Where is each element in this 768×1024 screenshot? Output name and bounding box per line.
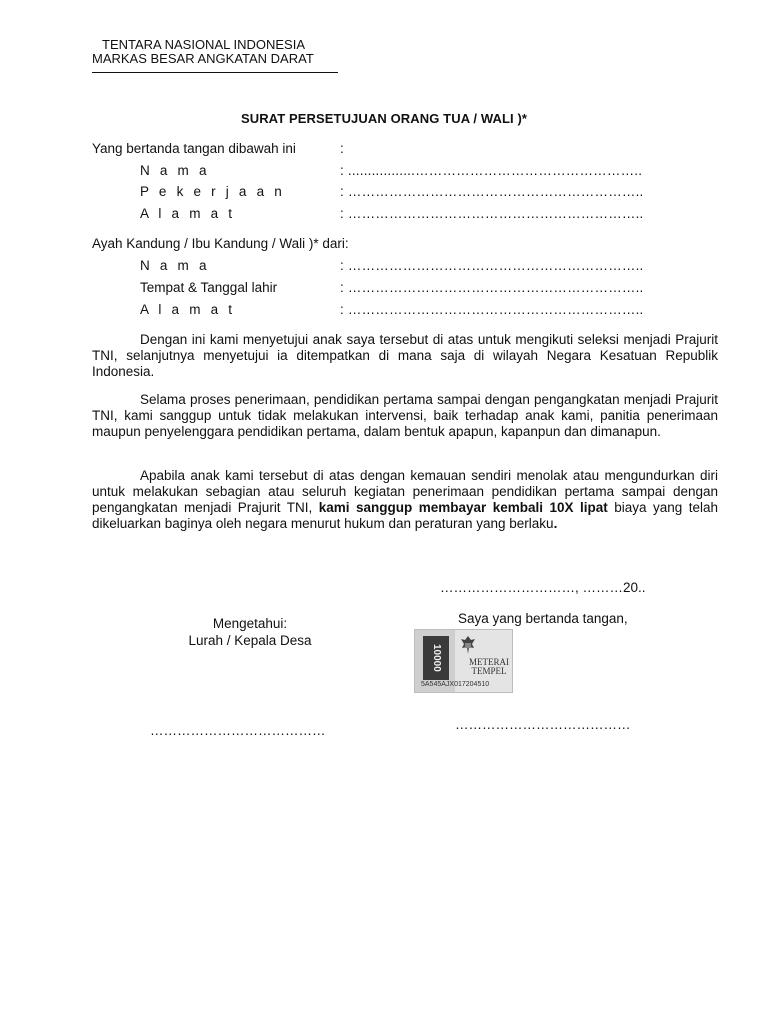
section1-intro-colon: : [340,141,344,156]
stamp-serial: 5A545AJX017204510 [421,681,490,688]
section2-intro: Ayah Kandung / Ibu Kandung / Wali )* dari: [92,236,349,251]
field-label: Tempat & Tanggal lahir [140,280,278,295]
paragraph-3-period: . [553,516,558,531]
stamp-label-line2: TEMPEL [471,666,507,676]
field-label: A l a m a t [140,302,236,317]
paragraph-2: Selama proses penerimaan, pendidikan pertama sampai dengan pengangkatan menjadi Prajurit TNI, kami sanggup untuk tidak melakukan intervensi, baik terhadap anak kami, panitia penerimaan maupun penyelenggara pendidikan pertama, dalam bentuk apapun, kapanpun dan dimanapun. [92,392,718,439]
field-value: : ……………………………………………………….. [340,184,644,199]
paragraph-3-text-a: Apabila anak kami tersebut di atas dengan kemauan sendiri menolak atau mengundurkan diri untuk melakukan sebagian atau seluruh kegiatan penerimaan pendidikan pertama sampai dengan pengangkatan menjadi Prajurit TNI, [92,468,718,515]
right-signature-line: ………………………………… [455,717,631,732]
field-label: N a m a [140,163,210,178]
stamp-label [467,658,511,676]
field-value: : ……………………………………………………….. [340,280,644,295]
field-value: : .................………………………………………….. [340,163,643,178]
section1-intro-text: Yang bertanda tangan dibawah ini [92,141,296,156]
field-label: A l a m a t [140,206,236,221]
document-title: SURAT PERSETUJUAN ORANG TUA / WALI )* [240,111,528,126]
field-label: N a m a [140,258,210,273]
field-label: P e k e r j a a n [140,184,285,199]
acknowledged-label: Mengetahui: [212,616,288,631]
letterhead-line2: MARKAS BESAR ANGKATAN DARAT [92,51,314,66]
letterhead [92,38,338,73]
section1-intro [92,141,296,156]
signer-label: Saya yang bertanda tangan, [458,611,628,626]
paragraph-3-bold: kami sanggup membayar kembali 10X lipat [318,500,608,515]
village-head-label: Lurah / Kepala Desa [188,633,312,648]
field-value: : ……………………………………………………….. [340,258,644,273]
letterhead-underline [92,72,338,73]
paragraph-3-text-b: biaya yang telah dikeluarkan baginya oleh negara menurut hukum dan peraturan yang berlaku [92,500,719,531]
stamp-label-line1: METERAI [469,657,509,667]
paragraph-3 [92,468,718,532]
place-date-line: …………………………, ………20.. [440,580,646,595]
left-signature-line: ………………………………… [150,723,326,738]
field-value: : ……………………………………………………….. [340,206,644,221]
paragraph-1: Dengan ini kami menyetujui anak saya tersebut di atas untuk mengikuti seleksi menjadi Prajurit TNI, selanjutnya menyetujui ia ditempatkan di mana saja di wilayah Negara Kesatuan Republik Indonesia. [92,332,718,379]
meterai-stamp [414,629,513,693]
letterhead-line1: TENTARA NASIONAL INDONESIA [102,37,305,52]
garuda-icon [459,634,477,658]
left-signature-block [140,615,360,649]
stamp-value: 10000 [423,636,449,680]
field-value: : ……………………………………………………….. [340,302,644,317]
